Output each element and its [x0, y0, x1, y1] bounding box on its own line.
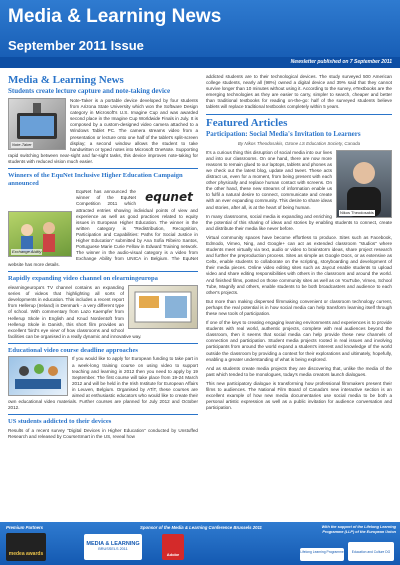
section-title-news: Media & Learning News [8, 74, 124, 86]
feature-paragraph: If one of the keys to creating engaging learning environments and experiences is to provide students with real world, authentic projects, complete with real audiences beyond the classroom, then it seems that social media can help provide these new channels of connection and participation. Student media projects rooted in real issues and involving participants from around the world expand a student's interest and knowledge of the world outside the classroom by providing a context for their explorations and ultimately, hopefully, enabling a greater understanding of what is being explored. [206, 320, 392, 362]
image-caption: Note-Taker [12, 141, 32, 147]
article-body: If you would like to apply for European funding to take part in a week-long training course on using video to support teaching and learning in 2012 then you need to apply by 19 September. The first course will take place from 19-24 March 2012 and will be held in the Irish Institute for European Affairs in Leuven, Belgium. Organised by ATiT, these courses are aimed at enthusiastic educators who would like to create their own educational video materials. Further courses are planned for July 2012 and October 2012. [8, 356, 198, 411]
feature-title: Participation: Social Media's Invitation to Learners [206, 129, 361, 138]
feature-paragraph: And as students create media projects they are discovering that, unlike the media of the past which tended to be monologues, today's media creators launch dialogues. [206, 365, 392, 377]
article-title-video-course: Educational video course deadline approaches [8, 346, 138, 354]
feature-paragraph: But more than making dispersed filmmaking convenient or classroom technology current, perhaps the real potential is in how social media can help transform learning itself through these new tools of participation. [206, 298, 392, 316]
photo-caption: Nikos Theodosakis [340, 209, 374, 215]
exchange-ability-image [8, 211, 72, 257]
media-learning-logo[interactable] [84, 534, 142, 560]
video-channel-image [128, 285, 198, 329]
feature-paragraph: It's a curious thing this disruption of social media into our lives and into our classrooms. On one hand, there are now more reasons to remain glued to our laptops, tablets and phones as we check out the latest blog, update and tweet. These acts distract us, even for a moment, from being present with each other physically and replace human contact with screens. On the other hand, these new streams of information enable us to fulfil a natural desire to connect, communicate and create with an ever expanding community. This desire to share ideas and stories, after all, is at the heart of being human. [206, 149, 332, 210]
feature-paragraph: In many classrooms, social media is expanding and enriching the potential of this sharing of ideas and stories by enabling students to connect, create and distribute their media like never before. [206, 213, 392, 231]
feature-author: By Nikos Theodosakis, Ozone LS Education Society, Canada [237, 140, 361, 146]
article-body: elearningeuropa's TV channel contains an expanding series of videos that highlighting all sorts of developments in education. This includes a recent report from Hellerup (Ireland) in Denmark - a very different type of school. With commentary from Lazo Kaempfer from Hellerup Skole in English and Knud Nordentoft from Hellerup Skole in Danish, this short film provides an excellent 'bird's eye view' of how classrooms and school facilities can be organised in a really dynamic and innovative way. [8, 285, 142, 339]
divider [8, 168, 198, 169]
medea-logo-text: medea awards [8, 551, 44, 557]
article-title-us-students: US students addicted to their devices [8, 418, 112, 426]
eu-logo[interactable] [348, 542, 394, 561]
article-body: Note-Taker is a portable device developed by four students from Arizona State University which won the Software Design category in Microsoft's U.S. Imagine Cup and was awarded second place in the Imagine Cup Worldwide Finals in July. It is composed by a custom-designed video camera attached to a Windows Tablet PC. The camera streams video from a presentation or lecture onto one half of the tablet's split-screen display; a second window allows the student to take handwritten or typed notes into Microsoft OneNote. Supporting rapid switching between near-sight and far-sight tasks, this device improves note-taking for students with reduced vision much easier. [8, 98, 198, 164]
eu-logo-text: Education and Culture DG [351, 550, 391, 554]
portrait-icon [337, 151, 391, 217]
divider [8, 343, 198, 344]
author-photo [336, 150, 392, 218]
equnet-logo-text: equnet [145, 190, 193, 205]
issue-label: September 2011 Issue [8, 38, 144, 53]
image-caption: Exchange Ability [12, 249, 42, 255]
group-icon [9, 357, 67, 395]
ml-logo-sub: BRUSSELS 2011 [98, 547, 128, 551]
llp-logo-text: Lifelong Learning Programme [300, 550, 344, 554]
adobe-logo[interactable] [162, 534, 184, 560]
right-column [206, 74, 392, 414]
notetaker-image [8, 98, 66, 150]
classroom-icon [129, 286, 197, 328]
divider [8, 271, 198, 272]
left-column [8, 74, 198, 443]
course-image [8, 356, 68, 396]
newsletter-header [0, 0, 400, 68]
footer [0, 522, 400, 565]
support-label: With the support of the Lifelong Learning Programme (LLP) of the European Union [321, 525, 396, 534]
medea-logo[interactable] [6, 533, 46, 561]
adobe-logo-text: Adobe [166, 552, 180, 557]
section-title-featured: Featured Articles [206, 116, 288, 129]
article-title-equnet: Winners of the EquNet Inclusive Higher Education Campaign announced [8, 172, 183, 187]
article-body-continued: addicted students are to their technological devices. The study surveyed 500 American college students, nearly all (98%) owned a digital device and 39% said that they cannot survive longer than 10 minutes without using it. According to the survey, eTextbooks are the emerging technologies as they are easier to carry, simpler to search, cheaper and better than traditional textbooks for reading on-the-go: half of the surveyed students believe tablets will replace traditional textbooks completely within 5 years. [206, 74, 392, 110]
divider [206, 114, 392, 115]
newsletter-title: Media & Learning News [8, 6, 222, 27]
article-body: EquNet has announced the winner of the EquNet Competition 2011 which attracted entries showing individual points of view and experience as well as good practices related to equity issues in European Higher Education. The winner in the written category is "Redistribution, Recognition, Participation and Capabilities: Paths for Social Justice in Higher Education" submitted by Ana Sofia Ribeiro Santos, Portuguese Marie Curie Fellow in Edward Training network. The winner in the audio-visual category is a video from Exchange Ability from UNICA in Belgium. The EquNet website has more details. [8, 189, 198, 268]
article-title-notetaker: Students create lecture capture and note-taking device [8, 87, 171, 95]
equnet-logo [140, 189, 198, 205]
article-title-video-channel: Rapidly expanding video channel on elearningeuropa [8, 275, 158, 283]
feature-paragraph: This new participatory dialogue is transforming how professional filmmakers present their films to audiences. The National Film Board of Canada's new interactive section is an excellent example of how new media documentaries use social media to be both a personal artistic expression as well as a public invitation for audience conversation and participation. [206, 380, 392, 411]
article-body: Results of a recent survey "Digital Devices in Higher Education" conducted by Unstuffed Research and released by CourseSmart in the US, reveal how [8, 427, 198, 439]
premium-partners-label: Premium Partners [6, 525, 44, 530]
sponsor-label: Sponsor of the Media & Learning Conference Brussels 2011 [140, 525, 262, 530]
divider [8, 414, 198, 415]
ml-logo-text: MEDIA & LEARNING [86, 541, 140, 547]
llp-logo[interactable] [300, 548, 344, 561]
feature-paragraph: Virtual community spaces have become effortless to produce. Sites such as Facebook, Edmodo, Vimeo, Ning, and Google+ can act as extended classroom "studios" where students meet virtually via text, audio or video to brainstorm ideas, share project research and further the preproduction process. Sites as simple as Google Docs, or as extensive as Celtx, enable students to collaborate on the scripting, storyboarding and development of their media pieces. Online video editing sites such as Jaycut enable students to upload video and share editing responsibilities with others in the classroom and around the world. And finished films, posted on those community sites as well as on YouTube, Vimeo, School Tube, Magnify and others, enable students to be both broadcasters and audience to each other's projects. [206, 234, 392, 295]
publish-date: Newsletter published on 7 September 2011 [290, 59, 392, 65]
